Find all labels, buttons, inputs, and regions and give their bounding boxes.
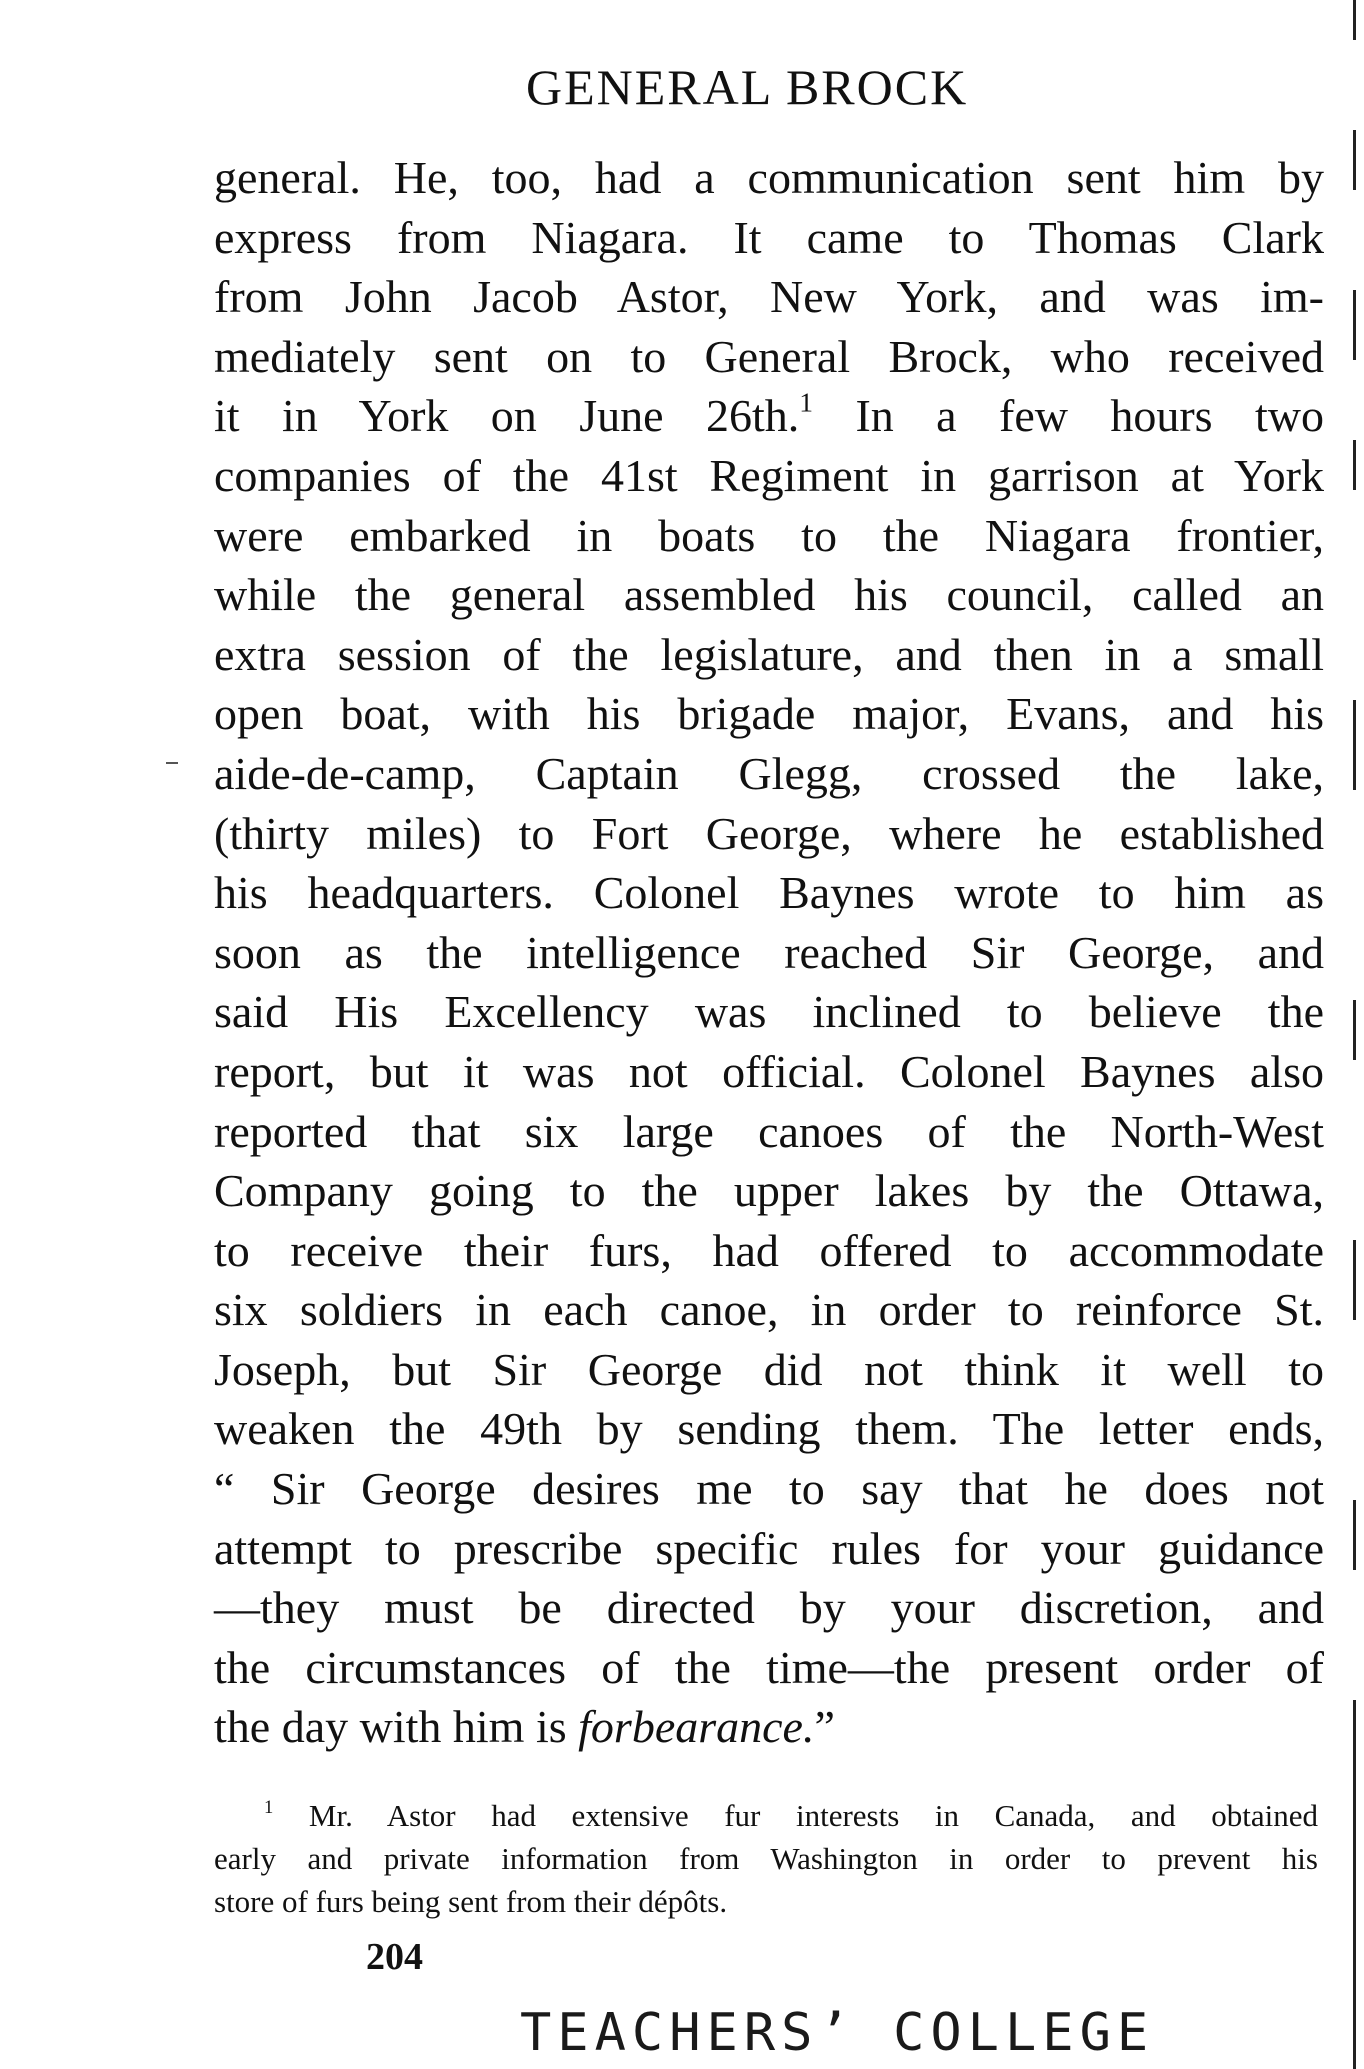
footnote-reference: 1 <box>799 387 814 419</box>
closing-quote: ” <box>814 1701 835 1753</box>
text-line: aide-de-camp, Captain Glegg, crossed the lake, <box>214 747 1324 799</box>
text-line: the circumstances of the time—the present order of <box>214 1641 1324 1693</box>
text-line-with-footnote-ref <box>214 386 1324 446</box>
text-line: Joseph, but Sir George did not think it well to <box>214 1343 1324 1395</box>
page-edge-mark <box>1353 1000 1356 1060</box>
text-line: were embarked in boats to the Niagara frontier, <box>214 509 1324 561</box>
text-line: while the general assembled his council, called an <box>214 569 1324 621</box>
footnote-text: Mr. Astor had extensive fur interests in Canada, and obtained <box>273 1798 1318 1833</box>
footnote-line <box>214 1794 1318 1837</box>
text-line: “ Sir George desires me to say that he does not <box>214 1463 1324 1515</box>
page-edge-mark <box>1353 1240 1356 1320</box>
text-line: from John Jacob Astor, New York, and was im- <box>214 271 1324 323</box>
page-edge-mark <box>1353 1500 1356 1570</box>
text-line: reported that six large canoes of the North-West <box>214 1105 1324 1157</box>
text-line: —they must be directed by your discretion, and <box>214 1582 1324 1634</box>
footnote <box>214 1794 1318 1923</box>
margin-mark <box>166 762 178 764</box>
text-line: soon as the intelligence reached Sir George, and <box>214 926 1324 978</box>
page-number: 204 <box>366 1936 423 1978</box>
text-line: his headquarters. Colonel Baynes wrote to him as <box>214 867 1324 919</box>
italic-word: forbearance. <box>578 1701 815 1753</box>
text-line: open boat, with his brigade major, Evans, and his <box>214 688 1324 740</box>
page-edge-mark <box>1353 290 1356 360</box>
text-line: to receive their furs, had offered to accommodate <box>214 1224 1324 1276</box>
text-line-last <box>214 1697 1324 1757</box>
running-header: GENERAL BROCK <box>526 59 969 115</box>
text-line: said His Excellency was inclined to believe the <box>214 986 1324 1038</box>
text-fragment: it in York on June 26th. <box>214 390 800 442</box>
page-edge-mark <box>1353 440 1356 490</box>
text-line: companies of the 41st Regiment in garrison at York <box>214 449 1324 501</box>
text-line: six soldiers in each canoe, in order to reinforce St. <box>214 1284 1324 1336</box>
text-fragment: In a few hours two <box>813 390 1324 442</box>
text-line: (thirty miles) to Fort George, where he established <box>214 807 1324 859</box>
text-line: general. He, too, had a communication sent him by <box>214 152 1324 203</box>
text-line: attempt to prescribe specific rules for your guidance <box>214 1522 1324 1574</box>
page-edge-mark <box>1353 1700 1356 2069</box>
text-line: extra session of the legislature, and then in a small <box>214 628 1324 680</box>
text-line: mediately sent on to General Brock, who received <box>214 330 1324 382</box>
page-edge-mark <box>1353 130 1356 190</box>
text-line: express from Niagara. It came to Thomas Clark <box>214 211 1324 263</box>
library-stamp: TEACHERS’ COLLEGE <box>520 2003 1155 2063</box>
text-line: Company going to the upper lakes by the Ottawa, <box>214 1165 1324 1217</box>
text-fragment: the day with him is <box>214 1701 567 1753</box>
footnote-line: store of furs being sent from their dépôts. <box>214 1884 728 1919</box>
footnote-marker: 1 <box>264 1796 274 1818</box>
page-edge-mark <box>1353 0 1356 40</box>
text-line: weaken the 49th by sending them. The letter ends, <box>214 1403 1324 1455</box>
page-edge-mark <box>1353 700 1356 790</box>
body-text <box>214 148 1324 1757</box>
text-line: report, but it was not official. Colonel Baynes also <box>214 1045 1324 1097</box>
footnote-line: early and private information from Washington in order to prevent his <box>214 1841 1318 1876</box>
